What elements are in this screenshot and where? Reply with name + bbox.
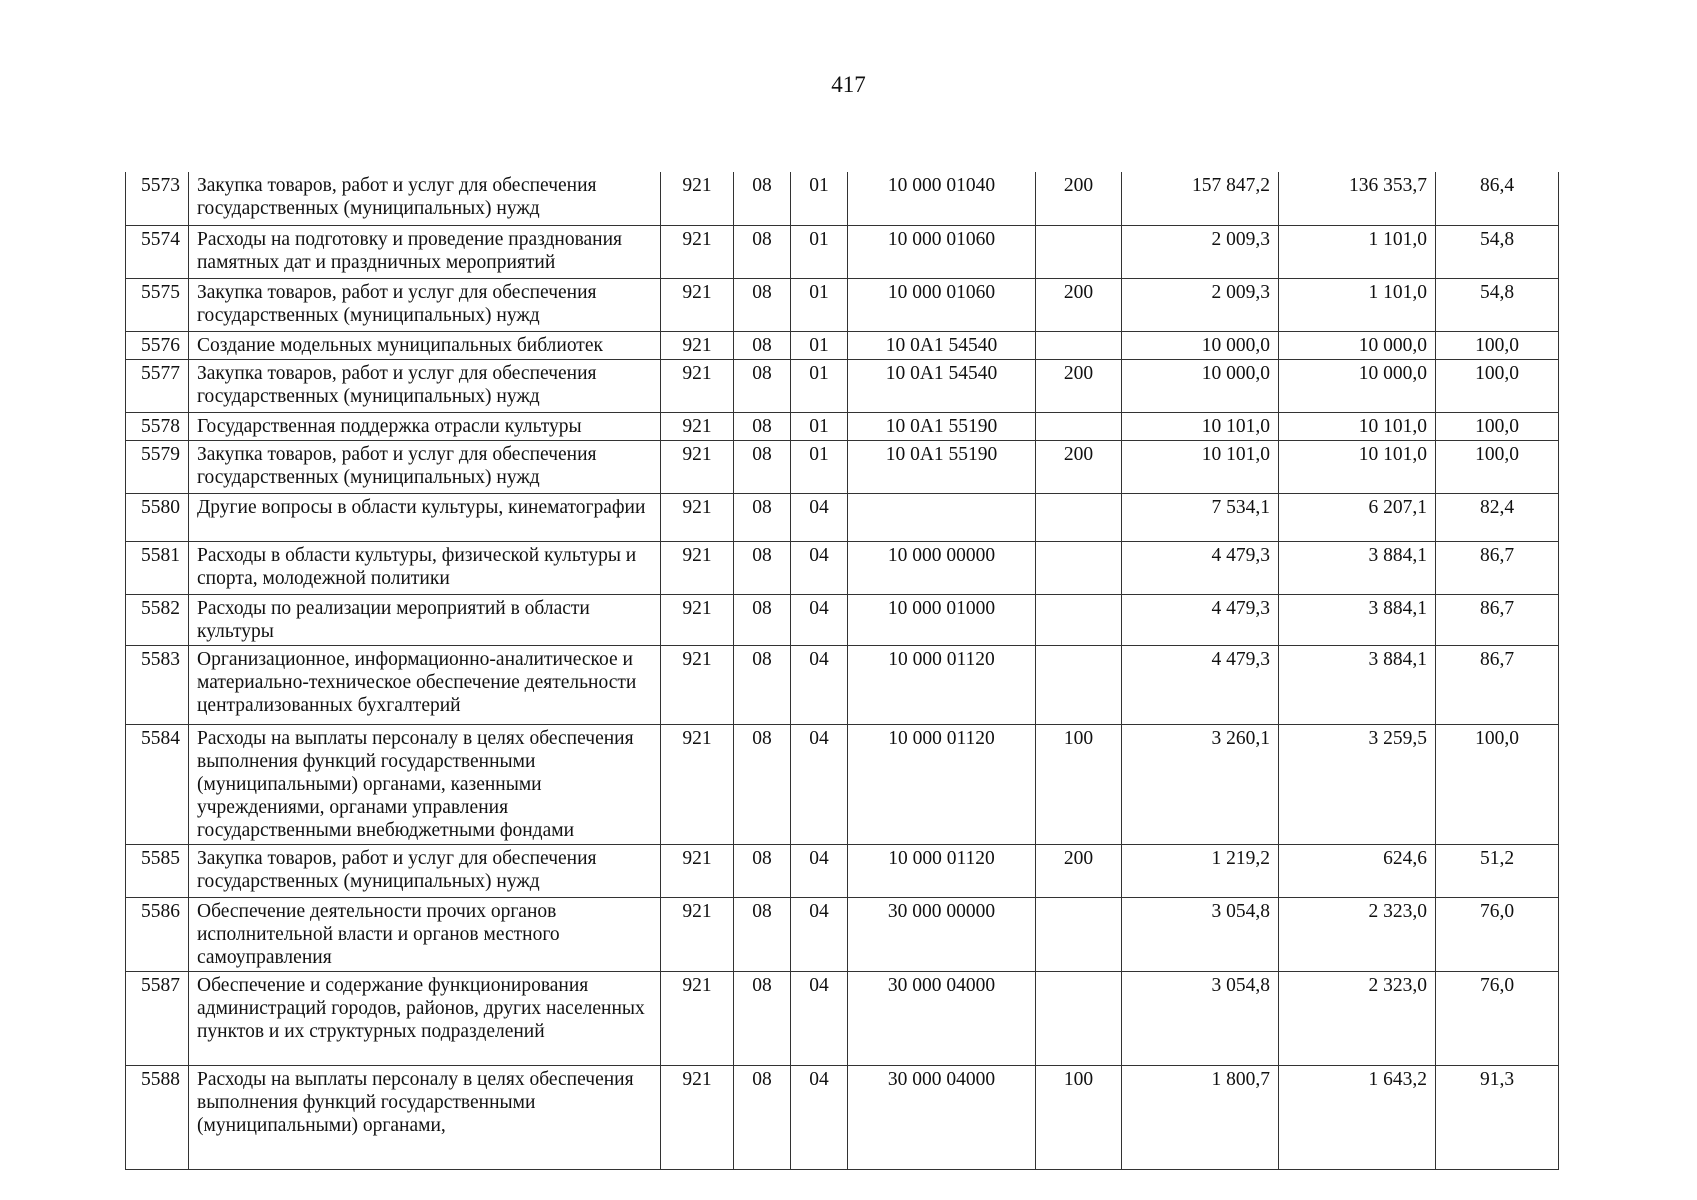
actual-amount: 10 101,0 [1279, 440, 1436, 493]
section-code: 08 [734, 172, 791, 225]
row-description: Расходы на выплаты персоналу в целях обеспечения выполнения функций государственными (муниципальными) органами, казенными учреждениями, органами управления государственными внебюджетными фондами [189, 724, 661, 844]
row-description: Закупка товаров, работ и услуг для обеспечения государственных (муниципальных) нужд [189, 359, 661, 412]
expense-type-code: 200 [1036, 278, 1122, 331]
table-row [126, 1065, 1559, 1169]
row-number: 5587 [126, 971, 189, 1065]
table-row [126, 724, 1559, 844]
section-code: 08 [734, 278, 791, 331]
table-row [126, 172, 1559, 225]
planned-amount: 3 054,8 [1122, 971, 1279, 1065]
execution-percent: 100,0 [1436, 724, 1559, 844]
subsection-code: 01 [791, 225, 848, 278]
row-number: 5585 [126, 844, 189, 897]
department-code: 921 [661, 1065, 734, 1169]
section-code: 08 [734, 440, 791, 493]
planned-amount: 10 101,0 [1122, 440, 1279, 493]
row-number: 5577 [126, 359, 189, 412]
table-row [126, 440, 1559, 493]
table-row [126, 844, 1559, 897]
actual-amount: 3 884,1 [1279, 541, 1436, 594]
row-description: Расходы на выплаты персоналу в целях обеспечения выполнения функций государственными (муниципальными) органами, [189, 1065, 661, 1169]
expense-type-code: 100 [1036, 1065, 1122, 1169]
table-row [126, 493, 1559, 541]
row-number: 5586 [126, 897, 189, 971]
planned-amount: 2 009,3 [1122, 225, 1279, 278]
table-row [126, 278, 1559, 331]
target-article-code: 30 000 04000 [848, 971, 1036, 1065]
department-code: 921 [661, 331, 734, 359]
department-code: 921 [661, 225, 734, 278]
row-number: 5574 [126, 225, 189, 278]
execution-percent: 86,7 [1436, 541, 1559, 594]
actual-amount: 10 000,0 [1279, 359, 1436, 412]
target-article-code: 10 000 01000 [848, 594, 1036, 645]
subsection-code: 01 [791, 331, 848, 359]
row-description: Закупка товаров, работ и услуг для обеспечения государственных (муниципальных) нужд [189, 172, 661, 225]
execution-percent: 100,0 [1436, 331, 1559, 359]
target-article-code: 30 000 04000 [848, 1065, 1036, 1169]
table-row [126, 359, 1559, 412]
table-row [126, 971, 1559, 1065]
row-description: Обеспечение деятельности прочих органов исполнительной власти и органов местного самоуправления [189, 897, 661, 971]
target-article-code: 10 000 01120 [848, 844, 1036, 897]
subsection-code: 01 [791, 359, 848, 412]
row-number: 5583 [126, 645, 189, 724]
expense-type-code: 100 [1036, 724, 1122, 844]
target-article-code: 10 0А1 55190 [848, 440, 1036, 493]
target-article-code [848, 493, 1036, 541]
subsection-code: 04 [791, 844, 848, 897]
department-code: 921 [661, 541, 734, 594]
actual-amount: 3 884,1 [1279, 645, 1436, 724]
table-row [126, 645, 1559, 724]
execution-percent: 100,0 [1436, 440, 1559, 493]
actual-amount: 10 000,0 [1279, 331, 1436, 359]
row-number: 5581 [126, 541, 189, 594]
row-description: Другие вопросы в области культуры, кинематографии [189, 493, 661, 541]
subsection-code: 04 [791, 594, 848, 645]
execution-percent: 51,2 [1436, 844, 1559, 897]
table-row [126, 412, 1559, 440]
row-number: 5580 [126, 493, 189, 541]
row-number: 5573 [126, 172, 189, 225]
subsection-code: 01 [791, 440, 848, 493]
expense-type-code [1036, 331, 1122, 359]
planned-amount: 1 800,7 [1122, 1065, 1279, 1169]
section-code: 08 [734, 971, 791, 1065]
actual-amount: 624,6 [1279, 844, 1436, 897]
section-code: 08 [734, 359, 791, 412]
department-code: 921 [661, 971, 734, 1065]
subsection-code: 04 [791, 493, 848, 541]
section-code: 08 [734, 645, 791, 724]
department-code: 921 [661, 493, 734, 541]
row-number: 5582 [126, 594, 189, 645]
execution-percent: 54,8 [1436, 225, 1559, 278]
actual-amount: 1 643,2 [1279, 1065, 1436, 1169]
target-article-code: 10 0А1 55190 [848, 412, 1036, 440]
row-description: Организационное, информационно-аналитическое и материально-техническое обеспечение деятельности централизованных бухгалтерий [189, 645, 661, 724]
expense-type-code [1036, 897, 1122, 971]
row-description: Обеспечение и содержание функционирования администраций городов, районов, других населенных пунктов и их структурных подразделений [189, 971, 661, 1065]
subsection-code: 04 [791, 897, 848, 971]
subsection-code: 01 [791, 278, 848, 331]
target-article-code: 10 000 01040 [848, 172, 1036, 225]
subsection-code: 01 [791, 412, 848, 440]
execution-percent: 82,4 [1436, 493, 1559, 541]
expense-type-code [1036, 594, 1122, 645]
department-code: 921 [661, 440, 734, 493]
expense-type-code [1036, 971, 1122, 1065]
department-code: 921 [661, 278, 734, 331]
actual-amount: 3 259,5 [1279, 724, 1436, 844]
target-article-code: 10 000 01120 [848, 724, 1036, 844]
planned-amount: 10 000,0 [1122, 331, 1279, 359]
row-description: Закупка товаров, работ и услуг для обеспечения государственных (муниципальных) нужд [189, 844, 661, 897]
row-description: Расходы в области культуры, физической культуры и спорта, молодежной политики [189, 541, 661, 594]
table-row [126, 331, 1559, 359]
table-row [126, 541, 1559, 594]
department-code: 921 [661, 645, 734, 724]
planned-amount: 4 479,3 [1122, 594, 1279, 645]
section-code: 08 [734, 225, 791, 278]
expense-type-code: 200 [1036, 359, 1122, 412]
target-article-code: 10 000 01060 [848, 225, 1036, 278]
row-number: 5584 [126, 724, 189, 844]
actual-amount: 6 207,1 [1279, 493, 1436, 541]
expense-type-code: 200 [1036, 440, 1122, 493]
planned-amount: 7 534,1 [1122, 493, 1279, 541]
table-row [126, 225, 1559, 278]
target-article-code: 30 000 00000 [848, 897, 1036, 971]
planned-amount: 2 009,3 [1122, 278, 1279, 331]
execution-percent: 86,7 [1436, 645, 1559, 724]
expense-type-code: 200 [1036, 844, 1122, 897]
section-code: 08 [734, 331, 791, 359]
target-article-code: 10 000 01120 [848, 645, 1036, 724]
target-article-code: 10 000 01060 [848, 278, 1036, 331]
section-code: 08 [734, 412, 791, 440]
actual-amount: 136 353,7 [1279, 172, 1436, 225]
department-code: 921 [661, 412, 734, 440]
row-number: 5575 [126, 278, 189, 331]
row-description: Создание модельных муниципальных библиотек [189, 331, 661, 359]
row-number: 5579 [126, 440, 189, 493]
actual-amount: 1 101,0 [1279, 225, 1436, 278]
section-code: 08 [734, 493, 791, 541]
section-code: 08 [734, 1065, 791, 1169]
planned-amount: 10 000,0 [1122, 359, 1279, 412]
execution-percent: 100,0 [1436, 412, 1559, 440]
row-description: Государственная поддержка отрасли культуры [189, 412, 661, 440]
execution-percent: 76,0 [1436, 897, 1559, 971]
expense-type-code [1036, 541, 1122, 594]
planned-amount: 1 219,2 [1122, 844, 1279, 897]
budget-table [125, 172, 1559, 1170]
expense-type-code [1036, 225, 1122, 278]
actual-amount: 2 323,0 [1279, 971, 1436, 1065]
subsection-code: 04 [791, 1065, 848, 1169]
execution-percent: 86,4 [1436, 172, 1559, 225]
execution-percent: 100,0 [1436, 359, 1559, 412]
row-number: 5588 [126, 1065, 189, 1169]
department-code: 921 [661, 844, 734, 897]
actual-amount: 2 323,0 [1279, 897, 1436, 971]
subsection-code: 04 [791, 971, 848, 1065]
execution-percent: 86,7 [1436, 594, 1559, 645]
subsection-code: 04 [791, 541, 848, 594]
planned-amount: 3 054,8 [1122, 897, 1279, 971]
section-code: 08 [734, 594, 791, 645]
table-row [126, 594, 1559, 645]
row-number: 5578 [126, 412, 189, 440]
department-code: 921 [661, 594, 734, 645]
execution-percent: 54,8 [1436, 278, 1559, 331]
expense-type-code: 200 [1036, 172, 1122, 225]
row-number: 5576 [126, 331, 189, 359]
subsection-code: 04 [791, 645, 848, 724]
section-code: 08 [734, 541, 791, 594]
section-code: 08 [734, 897, 791, 971]
row-description: Расходы по реализации мероприятий в области культуры [189, 594, 661, 645]
actual-amount: 10 101,0 [1279, 412, 1436, 440]
section-code: 08 [734, 844, 791, 897]
section-code: 08 [734, 724, 791, 844]
execution-percent: 91,3 [1436, 1065, 1559, 1169]
expense-type-code [1036, 493, 1122, 541]
department-code: 921 [661, 724, 734, 844]
row-description: Закупка товаров, работ и услуг для обеспечения государственных (муниципальных) нужд [189, 278, 661, 331]
expense-type-code [1036, 645, 1122, 724]
planned-amount: 4 479,3 [1122, 645, 1279, 724]
planned-amount: 3 260,1 [1122, 724, 1279, 844]
department-code: 921 [661, 172, 734, 225]
budget-table-body [126, 172, 1559, 1169]
department-code: 921 [661, 359, 734, 412]
target-article-code: 10 0А1 54540 [848, 331, 1036, 359]
table-row [126, 897, 1559, 971]
planned-amount: 157 847,2 [1122, 172, 1279, 225]
subsection-code: 04 [791, 724, 848, 844]
planned-amount: 10 101,0 [1122, 412, 1279, 440]
subsection-code: 01 [791, 172, 848, 225]
page-number: 417 [831, 72, 866, 97]
target-article-code: 10 000 00000 [848, 541, 1036, 594]
actual-amount: 3 884,1 [1279, 594, 1436, 645]
row-description: Закупка товаров, работ и услуг для обеспечения государственных (муниципальных) нужд [189, 440, 661, 493]
target-article-code: 10 0А1 54540 [848, 359, 1036, 412]
department-code: 921 [661, 897, 734, 971]
execution-percent: 76,0 [1436, 971, 1559, 1065]
row-description: Расходы на подготовку и проведение празднования памятных дат и праздничных мероприятий [189, 225, 661, 278]
planned-amount: 4 479,3 [1122, 541, 1279, 594]
expense-type-code [1036, 412, 1122, 440]
actual-amount: 1 101,0 [1279, 278, 1436, 331]
